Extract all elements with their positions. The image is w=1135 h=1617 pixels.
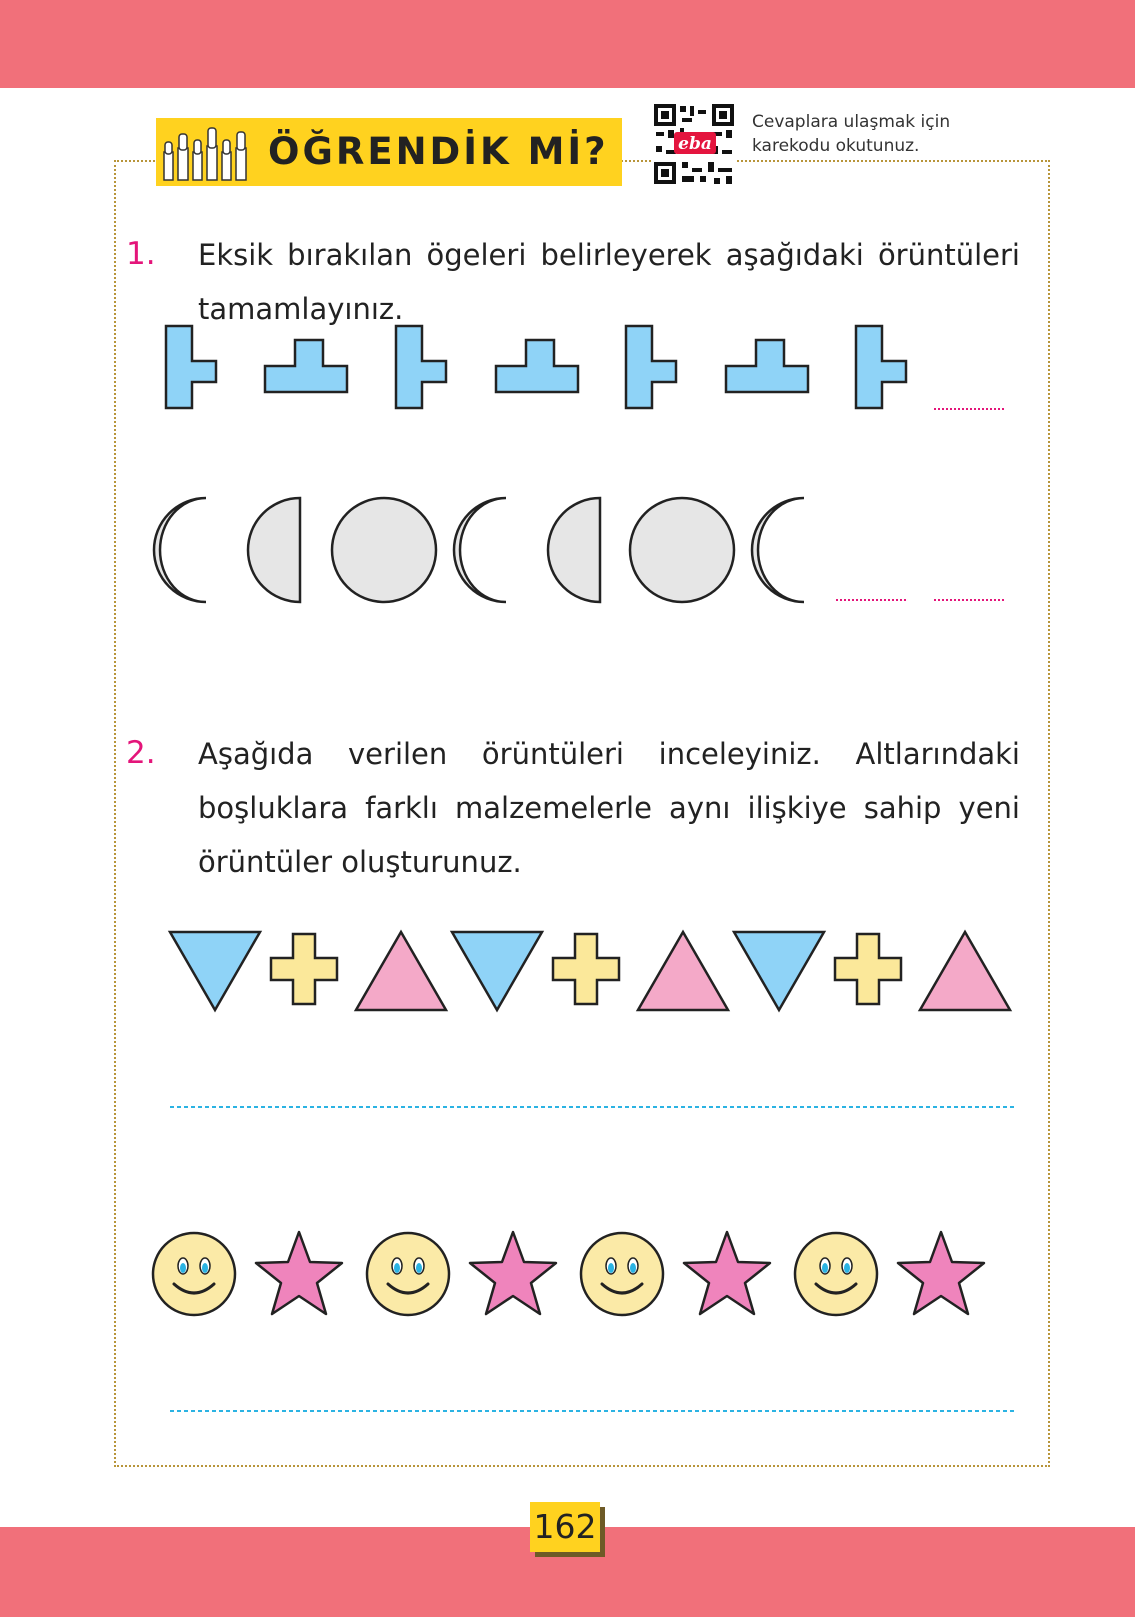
smiley-face <box>367 1233 449 1315</box>
half-moon <box>548 498 600 602</box>
section-title: ÖĞRENDİK Mİ? <box>268 130 609 173</box>
page-number: 162 <box>530 1502 600 1552</box>
t-shape-vertical <box>396 326 446 408</box>
t-shape-horizontal <box>496 340 578 392</box>
qr-instruction: Cevaplara ulaşmak için karekodu okutunuz. <box>752 112 951 156</box>
question-2-number: 2. <box>126 735 156 771</box>
qr-logo-text: eba <box>678 134 712 154</box>
question-2-text: Aşağıda verilen örüntüleri inceleyiniz. Altlarındaki boşluklara farklı malzemelerle aynı ilişkiye sahip yeni örüntüler oluşturunuz. <box>198 737 1020 879</box>
plus-shape <box>553 934 619 1004</box>
triangle-down <box>170 932 260 1010</box>
t-shape-vertical <box>626 326 676 408</box>
question-1-number: 1. <box>126 236 156 272</box>
t-shape-vertical <box>166 326 216 408</box>
crescent-moon <box>154 498 206 602</box>
full-moon <box>630 498 734 602</box>
smiley-face <box>581 1233 663 1315</box>
crescent-moon <box>752 498 804 602</box>
half-moon <box>248 498 300 602</box>
full-moon <box>332 498 436 602</box>
pink-star <box>898 1232 984 1314</box>
triangle-up <box>920 932 1010 1010</box>
t-shape-vertical <box>856 326 906 408</box>
triangle-up <box>356 932 446 1010</box>
crescent-moon <box>454 498 506 602</box>
t-shape-horizontal <box>265 340 347 392</box>
t-shape-horizontal <box>726 340 808 392</box>
triangle-down <box>734 932 824 1010</box>
plus-shape <box>835 934 901 1004</box>
smiley-face <box>795 1233 877 1315</box>
smiley-face <box>153 1233 235 1315</box>
pink-star <box>470 1232 556 1314</box>
triangle-down <box>452 932 542 1010</box>
question-1-text: Eksik bırakılan ögeleri belirleyerek aşağıdaki örüntüleri tamamlayınız. <box>198 238 1020 326</box>
pink-star <box>684 1232 770 1314</box>
pink-star <box>256 1232 342 1314</box>
plus-shape <box>271 934 337 1004</box>
triangle-up <box>638 932 728 1010</box>
